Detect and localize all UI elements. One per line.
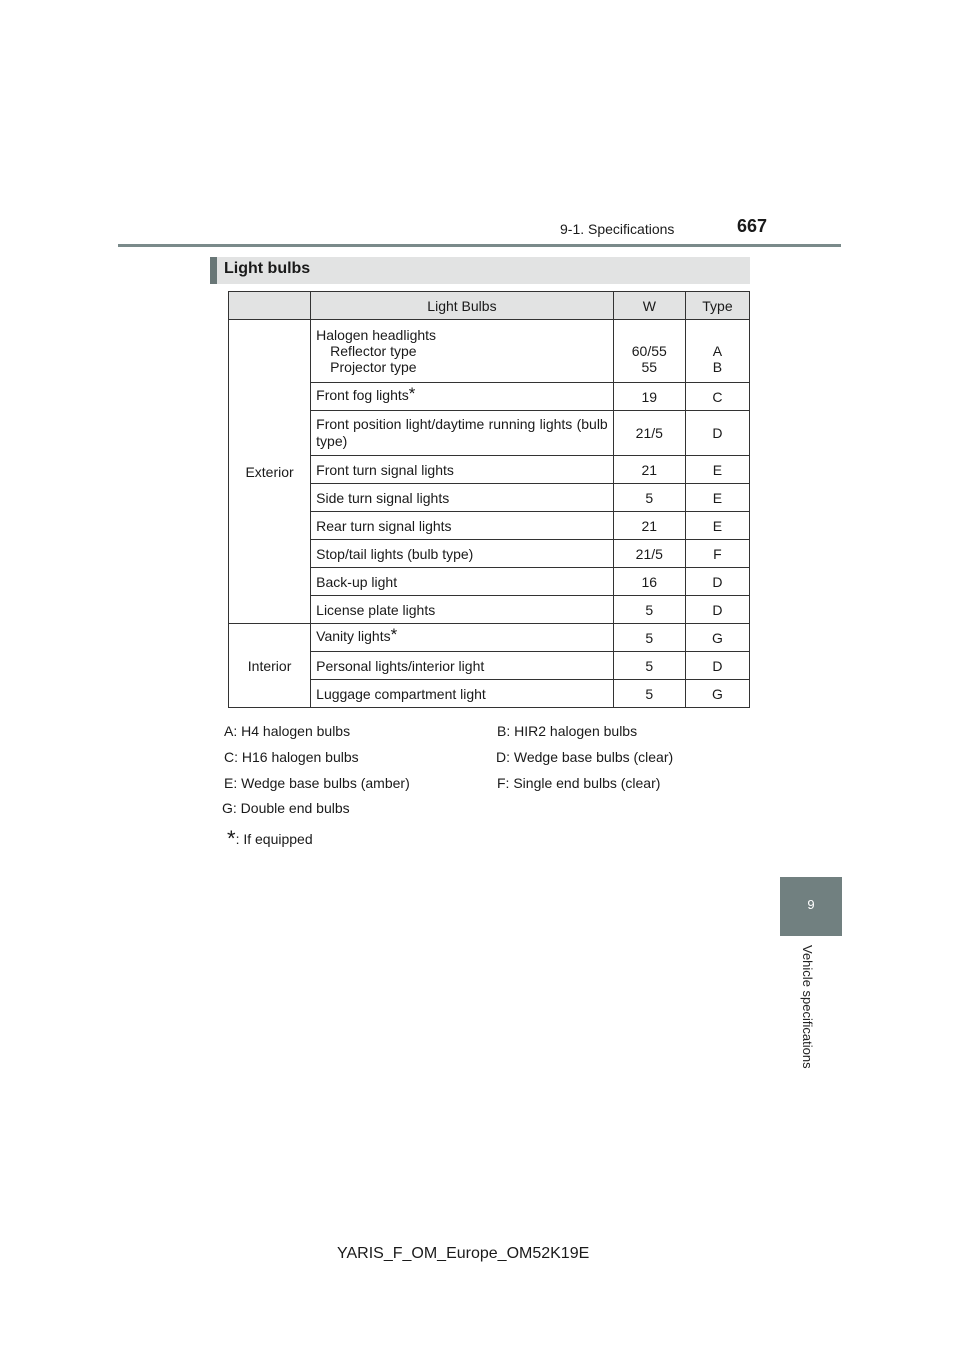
row-name-text: Front fog lights [316,386,409,403]
group-exterior: Exterior [229,320,311,624]
row-type: G [685,624,749,652]
table-row [229,624,750,652]
row-name: Rear turn signal lights [311,512,614,540]
row-w: 21/5 [613,411,685,456]
row-name: Side turn signal lights [311,484,614,512]
legend-d: D: Wedge base bulbs (clear) [496,749,674,765]
row-name: Front position light/daytime running lights (bulb type) [311,411,614,456]
halogen-type-cell [685,320,749,383]
row-name: License plate lights [311,596,614,624]
header-cell-group [229,292,311,320]
light-bulbs-table [228,291,750,708]
row-w: 5 [613,680,685,708]
row-type: C [685,383,749,411]
row-name-text: Vanity lights [316,627,391,644]
chapter-number: 9 [807,897,815,912]
page-number: 667 [737,216,768,236]
row-type: D [685,411,749,456]
row-w: 5 [613,652,685,680]
asterisk-mark: * [390,624,398,644]
row-type: D [685,596,749,624]
group-interior: Interior [229,624,311,708]
legend-e: E: Wedge base bulbs (amber) [224,775,410,791]
halogen-w-1: 60/55 [631,343,667,359]
row-w: 5 [613,596,685,624]
asterisk-mark: * [408,383,416,403]
row-w: 16 [613,568,685,596]
row-type: E [685,512,749,540]
header-rule [118,244,841,247]
row-name: Stop/tail lights (bulb type) [311,540,614,568]
row-name [311,624,614,652]
header-cell-w: W [613,292,685,320]
footnote-mark: * [227,826,236,851]
row-type: E [685,484,749,512]
halogen-sub-projector: Projector type [330,359,417,375]
row-w: 19 [613,383,685,411]
document-code: YARIS_F_OM_Europe_OM52K19E [337,1245,590,1262]
legend-a: A: H4 halogen bulbs [224,723,351,739]
halogen-w-cell [613,320,685,383]
halogen-cell [311,320,614,383]
row-name: Luggage compartment light [311,680,614,708]
legend-b: B: HIR2 halogen bulbs [497,723,638,739]
row-w: 21/5 [613,540,685,568]
halogen-sub-reflector: Reflector type [330,343,417,359]
section-title: Light bulbs [224,260,311,277]
halogen-w-2: 55 [641,359,658,375]
chapter-label [800,945,824,1090]
header-section: 9-1. Specifications [560,221,675,237]
row-type: G [685,680,749,708]
legend-c: C: H16 halogen bulbs [224,749,359,765]
section-title-bar [210,257,750,284]
row-w: 21 [613,456,685,484]
table-header-row [229,292,750,320]
row-name [311,383,614,411]
row-w: 5 [613,624,685,652]
header-cell-type: Type [685,292,749,320]
row-type: D [685,652,749,680]
legend-g: G: Double end bulbs [222,800,350,816]
chapter-label-text: Vehicle specifications [800,945,815,1069]
row-w: 5 [613,484,685,512]
row-type: F [685,540,749,568]
footnote-text: : If equipped [235,831,313,847]
legend-f: F: Single end bulbs (clear) [497,775,661,791]
header-cell-light-bulbs: Light Bulbs [311,292,614,320]
row-name: Front turn signal lights [311,456,614,484]
halogen-type-2: B [712,359,723,375]
row-type: E [685,456,749,484]
row-name: Back-up light [311,568,614,596]
row-w: 21 [613,512,685,540]
halogen-type-1: A [712,343,723,359]
row-name: Personal lights/interior light [311,652,614,680]
row-type: D [685,568,749,596]
table-row [229,320,750,383]
halogen-title: Halogen headlights [316,327,437,343]
footnote [227,826,313,852]
